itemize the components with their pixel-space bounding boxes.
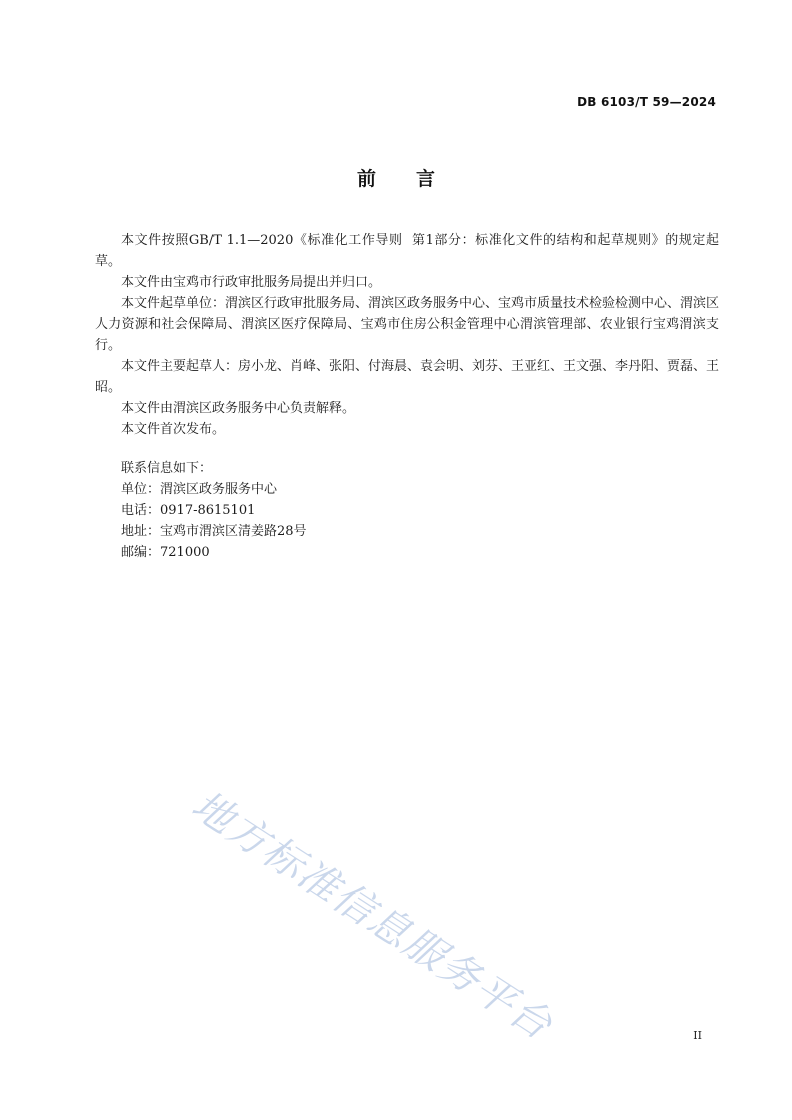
contact-heading: 联系信息如下： bbox=[121, 461, 213, 476]
paragraph-drafters: 本文件主要起草人：房小龙、肖峰、张阳、付海晨、袁会明、刘芬、王亚红、王文强、李丹阳、贾磊、王昭。 bbox=[95, 359, 720, 395]
contact-postcode: 邮编：721000 bbox=[121, 545, 210, 560]
paragraph-drafting-units: 本文件起草单位：渭滨区行政审批服务局、渭滨区政务服务中心、宝鸡市质量技术检验检测中心、渭滨区人力资源和社会保障局、渭滨区医疗保障局、宝鸡市住房公积金管理中心渭滨管理部、农业银行宝鸡渭滨支行。 bbox=[95, 296, 720, 353]
contact-address: 地址：宝鸡市渭滨区清姜路28号 bbox=[121, 524, 307, 539]
title-char-2: 言 bbox=[416, 168, 436, 190]
page-number: II bbox=[693, 1029, 702, 1042]
page-title bbox=[0, 164, 792, 191]
contact-unit: 单位：渭滨区政务服务中心 bbox=[121, 482, 278, 497]
title-char-1: 前 bbox=[356, 168, 376, 190]
paragraph-proposer: 本文件由宝鸡市行政审批服务局提出并归口。 bbox=[121, 275, 382, 290]
watermark: 地方标准信息服务平台 bbox=[183, 782, 561, 1050]
document-number: DB 6103/T 59—2024 bbox=[577, 95, 716, 109]
paragraph-interpretation: 本文件由渭滨区政务服务中心负责解释。 bbox=[121, 401, 356, 416]
foreword-body bbox=[95, 230, 719, 563]
paragraph-drafting-basis: 本文件按照GB/T 1.1—2020《标准化工作导则 第1部分：标准化文件的结构和起草规则》的规定起草。 bbox=[95, 233, 719, 269]
contact-phone: 电话：0917-8615101 bbox=[121, 503, 256, 518]
paragraph-first-release: 本文件首次发布。 bbox=[121, 422, 226, 437]
contact-info bbox=[95, 458, 719, 563]
